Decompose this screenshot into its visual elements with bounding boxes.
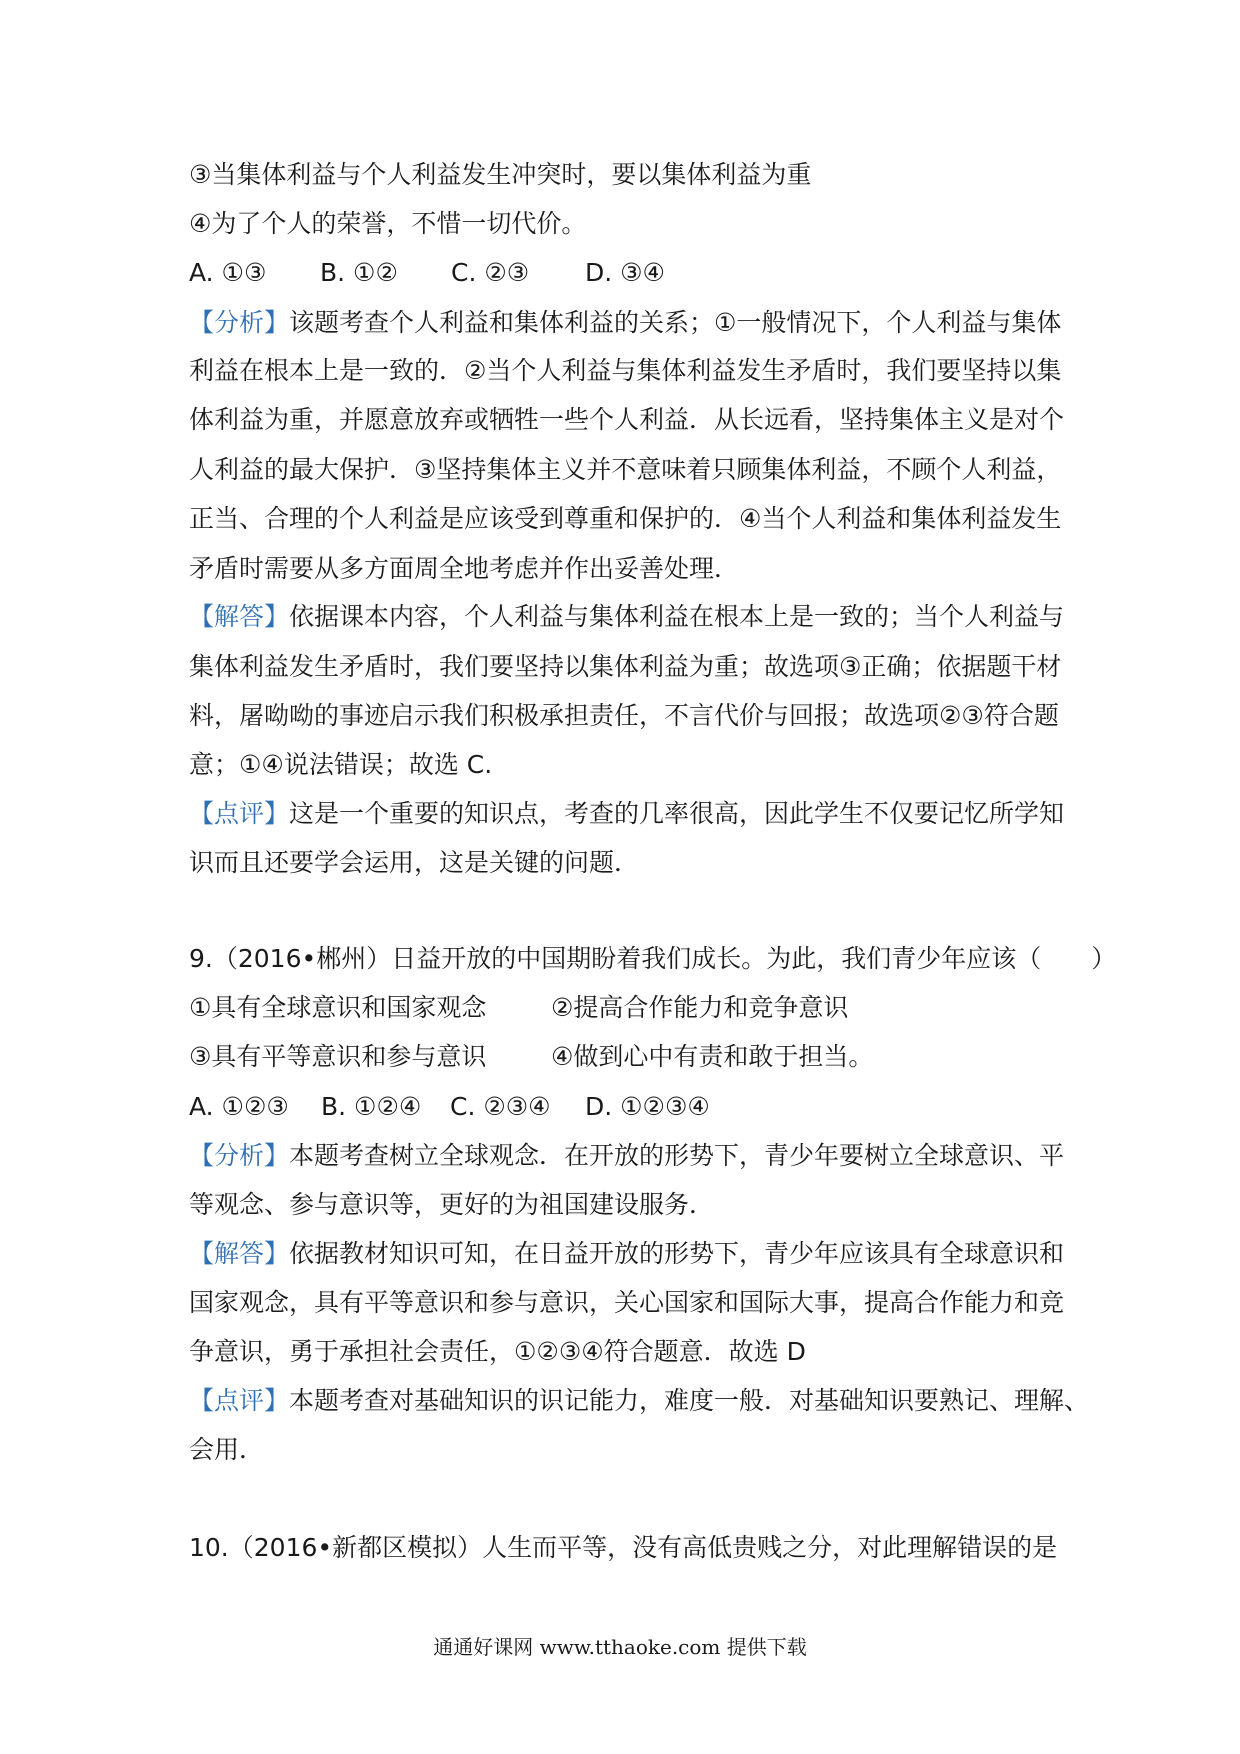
answer-text: 依据教材知识可知，在日益开放的形势下，青少年应该具有全球意识和 <box>289 1239 1065 1268</box>
analysis-text: 本题考查树立全球观念．在开放的形势下，青少年要树立全球意识、平 <box>289 1141 1065 1170</box>
q9-comment-line <box>189 1383 1089 1419</box>
q8-analysis-line: 体利益为重，并愿意放弃或牺牲一些个人利益．从长远看，坚持集体主义是对个 <box>189 405 1065 434</box>
q8-analysis-line: 人利益的最大保护．③坚持集体主义并不意味着只顾集体利益，不顾个人利益， <box>189 455 1062 484</box>
q9-answer-line: 国家观念，具有平等意识和参与意识，关心国家和国际大事，提高合作能力和竞 <box>189 1288 1065 1317</box>
q9-analysis-line: 等观念、参与意识等，更好的为祖国建设服务． <box>189 1190 715 1219</box>
q9-statement-1: ①具有全球意识和国家观念 <box>189 993 487 1022</box>
q10-stem: 10.（2016•新都区模拟）人生而平等，没有高低贵贱之分，对此理解错误的是 <box>189 1533 1058 1562</box>
answer-tag: 【解答】 <box>189 1239 290 1268</box>
q8-answer-line <box>189 599 1064 635</box>
q9-analysis-line <box>189 1138 1064 1174</box>
q8-comment-line: 识而且还要学会运用，这是关键的问题． <box>189 848 640 877</box>
q9-answer-line <box>189 1236 1064 1272</box>
q9-option-d: D. ①②③④ <box>585 1092 710 1121</box>
q8-answer-line: 料，屠呦呦的事迹启示我们积极承担责任，不言代价与回报；故选项②③符合题 <box>189 701 1059 730</box>
q9-statement-3: ③具有平等意识和参与意识 <box>189 1042 487 1071</box>
q8-answer-line: 集体利益发生矛盾时，我们要坚持以集体利益为重；故选项③正确；依据题干材 <box>189 652 1062 681</box>
q9-stem: 9.（2016•郴州）日益开放的中国期盼着我们成长。为此，我们青少年应该（ ） <box>189 944 1117 973</box>
q8-option-d: D. ③④ <box>585 258 665 287</box>
q8-option-b: B. ①② <box>320 258 398 287</box>
page-footer: 通通好课网 www.tthaoke.com 提供下载 <box>433 1635 807 1659</box>
q8-analysis-line: 矛盾时需要从多方面周全地考虑并作出妥善处理． <box>189 554 740 583</box>
q8-comment-line <box>189 796 1064 832</box>
analysis-text: 该题考查个人利益和集体利益的关系；①一般情况下，个人利益与集体 <box>289 308 1062 337</box>
q9-comment-line: 会用． <box>189 1435 265 1464</box>
q8-statement-4: ④为了个人的荣誉，不惜一切代价。 <box>189 209 587 238</box>
q8-analysis-line: 利益在根本上是一致的．②当个人利益与集体利益发生矛盾时，我们要坚持以集 <box>189 356 1062 385</box>
analysis-tag: 【分析】 <box>189 308 290 337</box>
q9-answer-line: 争意识，勇于承担社会责任，①②③④符合题意．故选 D <box>189 1337 806 1366</box>
analysis-tag: 【分析】 <box>189 1141 290 1170</box>
q9-option-b: B. ①②④ <box>321 1092 422 1121</box>
q9-option-c: C. ②③④ <box>450 1092 551 1121</box>
answer-tag: 【解答】 <box>189 602 290 631</box>
comment-text: 这是一个重要的知识点，考查的几率很高，因此学生不仅要记忆所学知 <box>289 799 1065 828</box>
q8-analysis-line: 正当、合理的个人利益是应该受到尊重和保护的．④当个人利益和集体利益发生 <box>189 504 1062 533</box>
q8-option-a: A. ①③ <box>189 258 267 287</box>
q9-statement-4: ④做到心中有责和敢于担当。 <box>551 1042 874 1071</box>
comment-tag: 【点评】 <box>189 799 290 828</box>
comment-tag: 【点评】 <box>189 1386 290 1415</box>
q9-option-a: A. ①②③ <box>189 1092 289 1121</box>
q9-statement-2: ②提高合作能力和竞争意识 <box>551 993 849 1022</box>
comment-text: 本题考查对基础知识的识记能力，难度一般．对基础知识要熟记、理解、 <box>289 1386 1090 1415</box>
answer-text: 依据课本内容，个人利益与集体利益在根本上是一致的；当个人利益与 <box>289 602 1065 631</box>
q8-option-c: C. ②③ <box>451 258 530 287</box>
q8-statement-3: ③当集体利益与个人利益发生冲突时，要以集体利益为重 <box>189 160 812 189</box>
q8-analysis-line <box>189 305 1061 341</box>
q8-answer-line: 意；①④说法错误；故选 C. <box>189 750 493 779</box>
